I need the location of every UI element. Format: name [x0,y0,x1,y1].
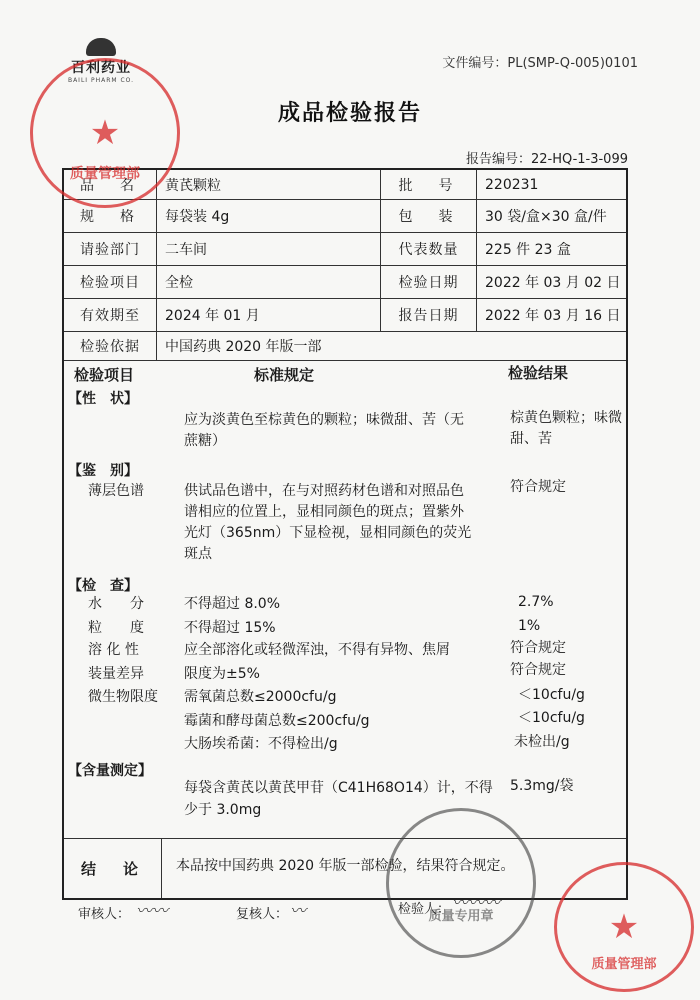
granule-result: 1% [518,618,541,634]
report-number: 报告编号：22-HQ-1-3-099 [465,152,628,167]
stamp-center-text: 质量专用章 [428,909,494,924]
quality-dept-stamp-left [30,58,180,208]
row-basis [64,332,626,361]
section-identify: 【鉴 别】 [68,463,138,479]
report-date-label: 报告日期 [380,299,476,331]
assay-standard-line2: 少于 3.0mg [184,802,262,818]
micro-result-line1: ＜10cfu/g [518,687,585,703]
col-header-result: 检验结果 [508,364,569,382]
section-character: 【性 状】 [68,391,138,407]
section-assay: 【含量测定】 [68,763,152,779]
basis-label: 检验依据 [80,339,140,355]
reviewer-label: 审核人： [78,907,131,922]
row-spec [64,200,626,233]
tlc-name: 薄层色谱 [88,483,144,499]
micro-standard-line3: 大肠埃希菌：不得检出/g [184,736,338,752]
qty-label: 代表数量 [380,233,476,265]
tlc-result: 符合规定 [510,479,566,495]
reviewer-signature: 〰〰 [136,901,169,920]
batch-value: 220231 [476,170,626,199]
tlc-standard-line1: 供试品色谱中，在与对照药材色谱和对照品色 [184,483,464,499]
test-date-label: 检验日期 [380,266,476,298]
pack-label: 包 装 [380,200,476,232]
col-header-standard: 标准规定 [254,366,315,384]
inspection-table [62,168,628,900]
conclusion-text: 本品按中国药典 2020 年版一部检验，结果符合规定。 [176,858,515,874]
character-standard-line1: 应为淡黄色至棕黄色的颗粒；味微甜、苦（无 [184,412,464,428]
row-dept [64,233,626,266]
checker-signature: 〰 [290,901,307,920]
logo-chinese-name: 百利药业 [71,60,131,76]
assay-standard-line1: 每袋含黄芪以黄芪甲苷（C41H68O14）计，不得 [184,780,493,796]
tlc-standard-line2: 谱相应的位置上，显相同颜色的斑点；置紫外 [184,504,464,520]
inspector-signature: 〰〰〰 [452,893,501,912]
stamp-right-text: 质量管理部 [591,957,657,972]
quality-dept-stamp-right [554,862,694,992]
report-date-value: 2022 年 03 月 16 日 [476,299,626,331]
checker-label: 复核人： [236,907,289,922]
conclusion-label: 结 论 [64,838,162,898]
micro-name: 微生物限度 [88,689,158,705]
logo-mark-icon [86,38,116,56]
water-name: 水 分 [88,596,144,612]
weight-result: 符合规定 [510,662,566,678]
qty-value: 225 件 23 盒 [476,233,626,265]
product-label: 品 名 [80,177,140,194]
col-header-item: 检验项目 [74,366,135,384]
quality-seal-stamp-center [386,808,536,958]
report-title: 成品检验报告 [277,101,422,126]
assay-result: 5.3mg/袋 [510,778,574,794]
spec-value: 每袋装 4g [156,200,380,232]
stamp-star-icon: ★ [89,113,121,153]
section-check: 【检 查】 [68,578,138,594]
solubility-name: 溶 化 性 [88,642,139,658]
expiry-value: 2024 年 01 月 [156,299,380,331]
water-standard: 不得超过 8.0% [184,596,281,612]
micro-standard-line1: 需氧菌总数≤2000cfu/g [184,689,337,705]
basis-value: 中国药典 2020 年版一部 [156,332,626,360]
dept-label: 请验部门 [80,242,140,258]
micro-result-line3: 未检出/g [514,734,570,750]
solubility-result: 符合规定 [510,640,566,656]
pack-value: 30 袋/盒×30 盒/件 [476,200,626,232]
micro-result-line2: ＜10cfu/g [518,710,585,726]
character-result-line2: 甜、苦 [510,431,552,447]
row-item [64,266,626,299]
batch-label: 批 号 [380,170,476,199]
logo-english-name: BAILI PHARM CO. [67,77,135,84]
solubility-standard: 应全部溶化或轻微浑浊，不得有异物、焦屑 [184,642,450,658]
spec-label: 规 格 [80,209,140,225]
stamp-left-text: 质量管理部 [70,166,140,182]
tlc-standard-line3: 光灯（365nm）下显检视，显相同颜色的荧光 [184,525,472,541]
water-result: 2.7% [518,594,554,610]
dept-value: 二车间 [156,233,380,265]
tlc-standard-line4: 斑点 [184,546,212,562]
item-label: 检验项目 [80,275,140,291]
weight-name: 装量差异 [88,666,144,682]
product-value: 黄芪颗粒 [156,170,380,199]
character-standard-line2: 蔗糖） [184,433,226,449]
inspector-label: 检验人： [398,902,451,917]
item-value: 全检 [156,266,380,298]
row-expiry [64,299,626,332]
expiry-label: 有效期至 [80,308,140,324]
granule-standard: 不得超过 15% [184,620,276,636]
test-date-value: 2022 年 03 月 02 日 [476,266,626,298]
weight-standard: 限度为±5% [184,666,260,682]
granule-name: 粒 度 [88,620,144,636]
micro-standard-line2: 霉菌和酵母菌总数≤200cfu/g [184,713,370,729]
stamp-star-icon: ★ [608,907,640,947]
file-number: 文件编号：PL(SMP-Q-005)0101 [442,56,638,71]
character-result-line1: 棕黄色颗粒；味微 [510,410,622,426]
